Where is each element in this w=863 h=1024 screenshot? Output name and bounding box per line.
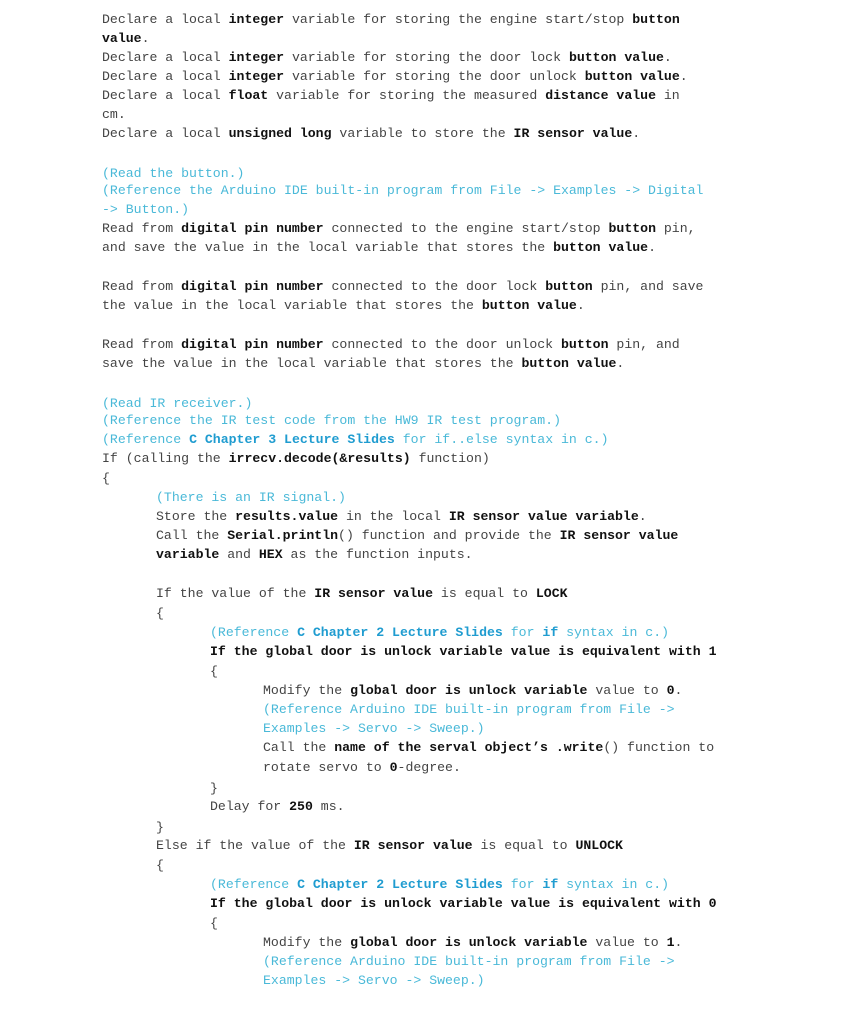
line-text: Read from <box>102 221 182 236</box>
document-line <box>263 700 675 719</box>
line-text: connected to the door lock <box>323 279 546 294</box>
document-line <box>156 584 568 603</box>
bold-text: button value <box>553 240 649 255</box>
bold-text: IR sensor value <box>559 528 679 543</box>
document-line <box>210 779 218 798</box>
line-text: in the local <box>338 509 449 524</box>
comment-text: for <box>502 625 543 640</box>
comment-text: Examples -> Servo -> Sweep.) <box>263 721 485 736</box>
document-line <box>263 952 675 971</box>
document-line <box>156 856 164 875</box>
bold-text: global door is unlock variable <box>350 683 588 698</box>
bold-text: variable <box>156 547 220 562</box>
bold-text: If the global door is unlock variable value is equivalent with 1 <box>210 644 717 659</box>
line-text: variable to store the <box>331 126 514 141</box>
bold-text: 1 <box>666 935 675 950</box>
line-text: is equal to <box>472 838 576 853</box>
bold-text: digital pin number <box>181 279 324 294</box>
bold-text: unsigned long <box>228 126 332 141</box>
document-line <box>156 507 647 526</box>
line-text: . <box>638 509 647 524</box>
comment-text: (Read the button.) <box>102 166 245 181</box>
bold-text: button <box>545 279 593 294</box>
bold-text: Serial.println <box>227 528 339 543</box>
document-line <box>210 662 218 681</box>
document-line <box>102 219 696 238</box>
line-text: value to <box>587 683 667 698</box>
bold-text: irrecv.decode(&results) <box>228 451 411 466</box>
document-line <box>156 488 346 507</box>
line-text: Else if the value of the <box>156 838 354 853</box>
document-line <box>102 124 640 143</box>
bold-text: integer <box>228 12 285 27</box>
document-line <box>102 411 561 430</box>
line-text: { <box>210 916 218 931</box>
bold-text: HEX <box>258 547 283 562</box>
document-line <box>102 67 688 86</box>
line-text: { <box>210 664 218 679</box>
bold-text: results.value <box>235 509 339 524</box>
line-text: Modify the <box>263 683 351 698</box>
document-line <box>102 86 680 105</box>
document-line <box>263 758 461 777</box>
comment-text: (Reference the Arduino IDE built-in program from File -> Examples -> Digital <box>102 183 704 198</box>
line-text: as the function inputs. <box>282 547 473 562</box>
line-text: { <box>156 858 164 873</box>
line-text: Declare a local <box>102 88 229 103</box>
line-text: variable for storing the door unlock <box>284 69 585 84</box>
document-line <box>156 818 164 837</box>
document-line <box>156 545 473 564</box>
bold-text: IR sensor value <box>513 126 633 141</box>
document-line <box>102 238 656 257</box>
document-line <box>156 526 678 545</box>
bold-text: IR sensor value variable <box>448 509 639 524</box>
bold-text: LOCK <box>535 586 568 601</box>
bold-text: button <box>561 337 609 352</box>
document-line <box>102 10 680 29</box>
bold-text: 0 <box>666 683 675 698</box>
bold-text: button <box>632 12 680 27</box>
line-text: Call the <box>156 528 228 543</box>
line-text: . <box>632 126 641 141</box>
comment-text: (Reference Arduino IDE built-in program from File -> <box>263 702 675 717</box>
comment-text: for if..else syntax in c.) <box>394 432 609 447</box>
line-text: . <box>663 50 672 65</box>
comment-text: C Chapter 2 Lecture Slides <box>297 877 503 892</box>
document-line <box>102 449 490 468</box>
document-line <box>102 105 126 124</box>
bold-text: IR sensor value <box>353 838 473 853</box>
line-text: Read from <box>102 279 182 294</box>
line-text: . <box>674 683 683 698</box>
bold-text: If the global door is unlock variable value is equivalent with 0 <box>210 896 717 911</box>
line-text: and save the value in the local variable that stores the <box>102 240 554 255</box>
document-line <box>102 181 703 200</box>
line-text: Read from <box>102 337 182 352</box>
line-text: Declare a local <box>102 12 229 27</box>
comment-text: if <box>542 877 559 892</box>
comment-text: (Reference the IR test code from the HW9 IR test program.) <box>102 413 561 428</box>
comment-text: (Reference <box>210 625 298 640</box>
line-text: -degree. <box>397 760 461 775</box>
line-text: Declare a local <box>102 69 229 84</box>
line-text: } <box>156 820 164 835</box>
line-text: connected to the door unlock <box>323 337 562 352</box>
bold-text: 250 <box>289 799 313 814</box>
document-line <box>210 642 716 661</box>
comment-text: Examples -> Servo -> Sweep.) <box>263 973 485 988</box>
comment-text: (Reference Arduino IDE built-in program from File -> <box>263 954 675 969</box>
document-line <box>210 894 716 913</box>
comment-text: for <box>502 877 543 892</box>
document-line <box>102 200 189 219</box>
line-text: rotate servo to <box>263 760 390 775</box>
line-text: Store the <box>156 509 236 524</box>
line-text: () function and provide the <box>338 528 560 543</box>
comment-text: (There is an IR signal.) <box>156 490 346 505</box>
document-line <box>263 738 714 757</box>
bold-text: name of the serval object’s .write <box>334 740 604 755</box>
line-text: Declare a local <box>102 50 229 65</box>
comment-text: if <box>542 625 559 640</box>
comment-text: C Chapter 3 Lecture Slides <box>189 432 395 447</box>
bold-text: integer <box>228 50 285 65</box>
line-text: is equal to <box>433 586 536 601</box>
line-text: the value in the local variable that stores the <box>102 298 482 313</box>
line-text: and <box>219 547 259 562</box>
document-line <box>263 971 485 990</box>
bold-text: button <box>608 221 656 236</box>
bold-text: UNLOCK <box>575 838 623 853</box>
line-text: pin, and <box>608 337 680 352</box>
line-text: . <box>576 298 585 313</box>
line-text: If the value of the <box>156 586 315 601</box>
comment-text: syntax in c.) <box>558 877 670 892</box>
line-text: Declare a local <box>102 126 229 141</box>
bold-text: IR sensor value <box>314 586 433 601</box>
line-text: save the value in the local variable that stores the <box>102 356 522 371</box>
document-line <box>210 875 669 894</box>
bold-text: 0 <box>389 760 398 775</box>
comment-text: syntax in c.) <box>558 625 670 640</box>
line-text: . <box>679 69 688 84</box>
comment-text: (Reference <box>102 432 190 447</box>
line-text: { <box>102 471 110 486</box>
line-text: . <box>648 240 656 255</box>
line-text: variable for storing the measured <box>268 88 546 103</box>
document-line <box>263 681 682 700</box>
line-text: pin, and save <box>592 279 704 294</box>
bold-text: digital pin number <box>181 337 324 352</box>
document-line <box>102 29 150 48</box>
document-line <box>210 797 345 816</box>
line-text: Delay for <box>210 799 290 814</box>
line-text: value to <box>587 935 667 950</box>
line-text: variable for storing the door lock <box>284 50 569 65</box>
document-line <box>263 933 682 952</box>
document-line <box>156 604 164 623</box>
comment-text: C Chapter 2 Lecture Slides <box>297 625 503 640</box>
document-line <box>102 430 609 449</box>
document-line <box>102 469 110 488</box>
comment-text: -> Button.) <box>102 202 190 217</box>
comment-text: (Reference <box>210 877 298 892</box>
document-line <box>102 48 672 67</box>
bold-text: button value <box>584 69 680 84</box>
bold-text: value <box>102 31 142 46</box>
line-text: pin, <box>655 221 696 236</box>
line-text: ms. <box>312 799 345 814</box>
document-line <box>102 296 585 315</box>
document-line <box>210 914 218 933</box>
line-text: If (calling the <box>102 451 229 466</box>
line-text: Modify the <box>263 935 351 950</box>
document-line <box>102 277 703 296</box>
bold-text: button value <box>568 50 664 65</box>
line-text: Call the <box>263 740 335 755</box>
line-text: . <box>616 356 625 371</box>
line-text: function) <box>410 451 490 466</box>
bold-text: button value <box>521 356 617 371</box>
document-line <box>210 623 669 642</box>
bold-text: distance value <box>545 88 656 103</box>
line-text: } <box>210 781 218 796</box>
line-text: cm. <box>102 107 126 122</box>
line-text: . <box>141 31 150 46</box>
document-line <box>156 836 623 855</box>
bold-text: global door is unlock variable <box>350 935 588 950</box>
bold-text: button value <box>481 298 577 313</box>
line-text: in <box>655 88 680 103</box>
bold-text: digital pin number <box>181 221 324 236</box>
line-text: () function to <box>603 740 715 755</box>
document-line <box>102 354 624 373</box>
bold-text: integer <box>228 69 285 84</box>
line-text: . <box>674 935 683 950</box>
line-text: variable for storing the engine start/stop <box>284 12 633 27</box>
line-text: connected to the engine start/stop <box>323 221 609 236</box>
document-line <box>263 719 485 738</box>
document-line <box>102 335 680 354</box>
bold-text: float <box>228 88 269 103</box>
comment-text: (Read IR receiver.) <box>102 396 253 411</box>
line-text: { <box>156 606 164 621</box>
